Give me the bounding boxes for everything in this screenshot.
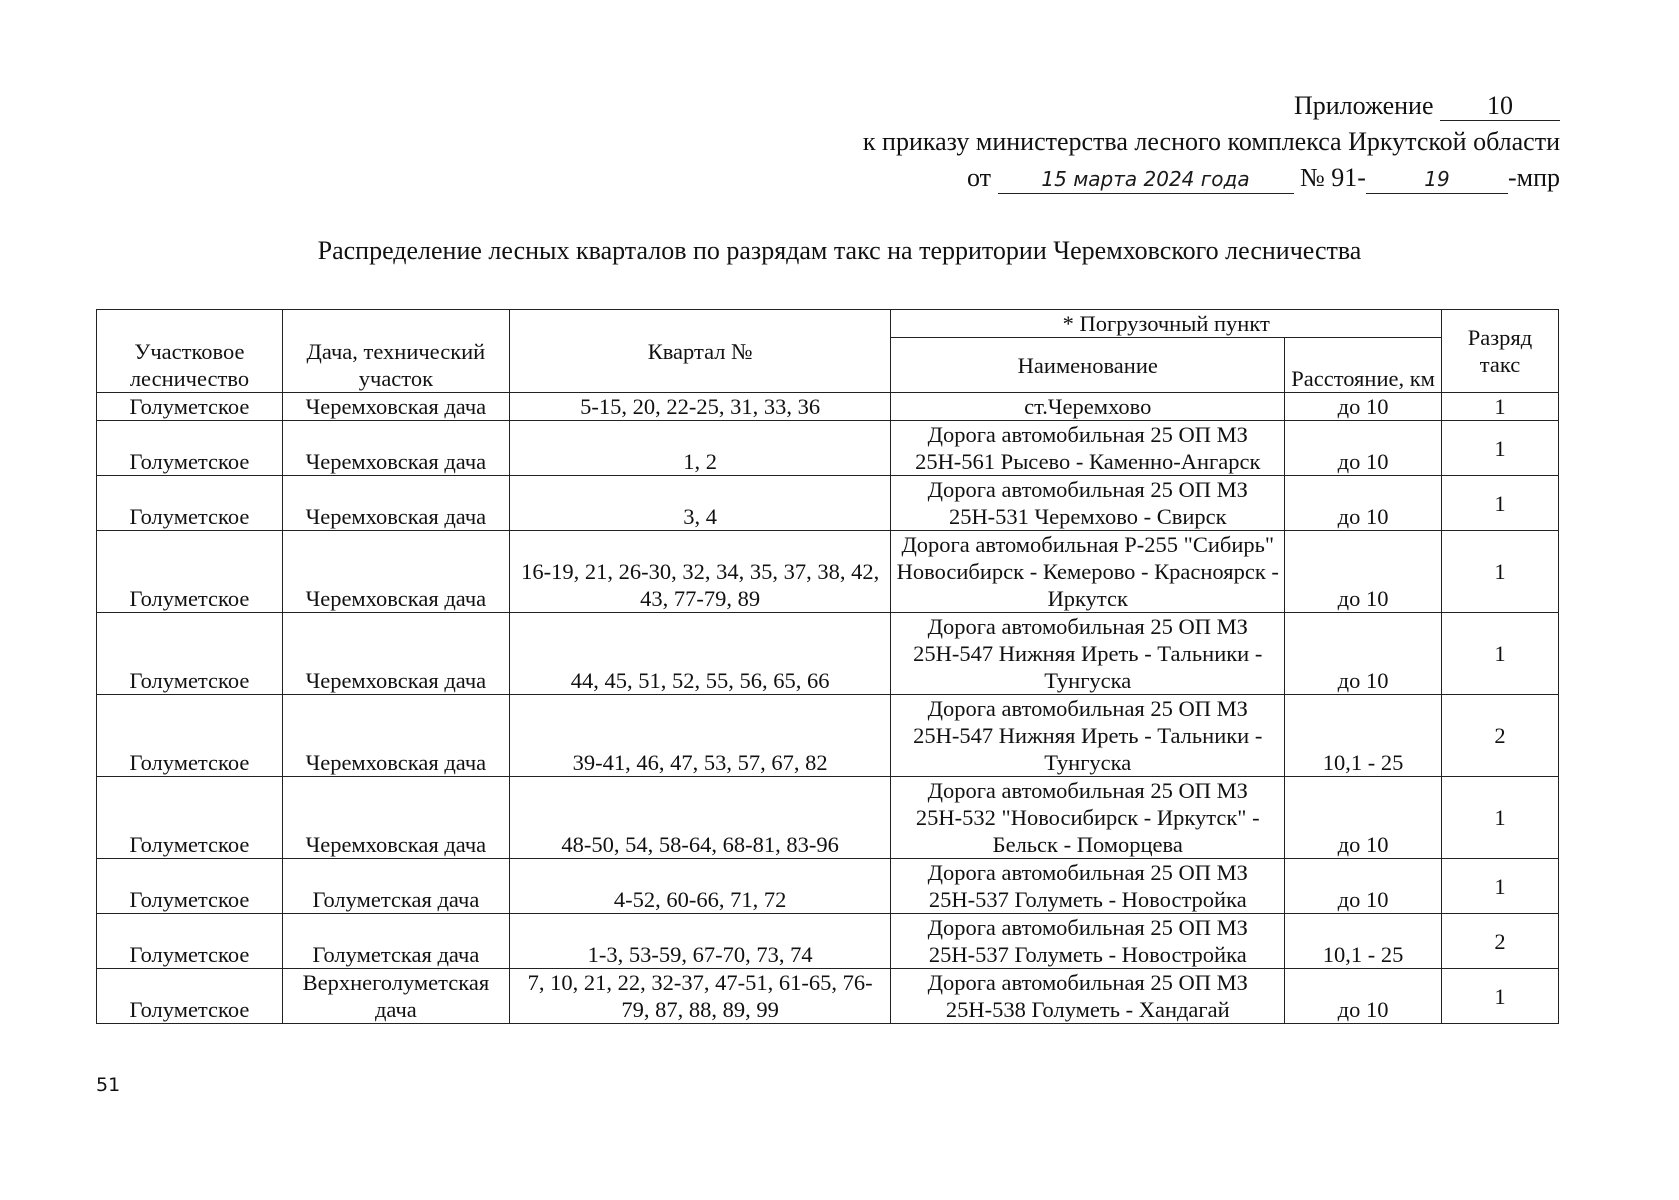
number-prefix: № 91- bbox=[1300, 163, 1366, 192]
cell-loading-point: Дорога автомобильная 25 ОП МЗ 25Н-538 Голуметь - Хандагай bbox=[891, 969, 1285, 1024]
cell-district: Голуметское bbox=[97, 914, 283, 969]
cell-quarters: 39-41, 46, 47, 53, 57, 67, 82 bbox=[509, 695, 891, 777]
cell-district: Голуметское bbox=[97, 969, 283, 1024]
cell-distance: 10,1 - 25 bbox=[1285, 914, 1442, 969]
appendix-label: Приложение bbox=[1293, 91, 1434, 120]
cell-rank: 2 bbox=[1442, 695, 1559, 777]
cell-dacha: Голуметская дача bbox=[282, 859, 509, 914]
cell-dacha: Голуметская дача bbox=[282, 914, 509, 969]
cell-district: Голуметское bbox=[97, 859, 283, 914]
document-title: Распределение лесных кварталов по разрядам такс на территории Черемховского лесничества bbox=[317, 236, 1362, 265]
cell-quarters: 48-50, 54, 58-64, 68-81, 83-96 bbox=[509, 777, 891, 859]
cell-dacha: Черемховская дача bbox=[282, 531, 509, 613]
cell-loading-point: Дорога автомобильная Р-255 "Сибирь" Новосибирск - Кемерово - Красноярск - Иркутск bbox=[891, 531, 1285, 613]
table-row bbox=[97, 613, 1559, 695]
header-point-name: Наименование bbox=[891, 338, 1285, 393]
cell-loading-point: Дорога автомобильная 25 ОП МЗ 25Н-561 Рысево - Каменно-Ангарск bbox=[891, 421, 1285, 476]
cell-distance: 10,1 - 25 bbox=[1285, 695, 1442, 777]
cell-distance: до 10 bbox=[1285, 777, 1442, 859]
header-loading-point: * Погрузочный пункт bbox=[891, 310, 1442, 338]
cell-loading-point: ст.Черемхово bbox=[891, 393, 1285, 421]
cell-dacha: Черемховская дача bbox=[282, 777, 509, 859]
forest-quarters-table bbox=[96, 309, 1559, 1024]
cell-rank: 1 bbox=[1442, 777, 1559, 859]
cell-rank: 1 bbox=[1442, 476, 1559, 531]
appendix-number: 10 bbox=[1440, 92, 1560, 121]
table-row bbox=[97, 476, 1559, 531]
cell-dacha: Черемховская дача bbox=[282, 613, 509, 695]
cell-district: Голуметское bbox=[97, 421, 283, 476]
cell-rank: 1 bbox=[1442, 969, 1559, 1024]
cell-dacha: Черемховская дача bbox=[282, 695, 509, 777]
handwritten-date: 15 марта 2024 года bbox=[998, 165, 1294, 194]
cell-quarters: 16-19, 21, 26-30, 32, 34, 35, 37, 38, 42, 43, 77-79, 89 bbox=[509, 531, 891, 613]
cell-district: Голуметское bbox=[97, 393, 283, 421]
cell-district: Голуметское bbox=[97, 531, 283, 613]
cell-distance: до 10 bbox=[1285, 476, 1442, 531]
date-prefix: от bbox=[966, 163, 991, 192]
order-date-number-line bbox=[863, 160, 1560, 196]
cell-quarters: 5-15, 20, 22-25, 31, 33, 36 bbox=[509, 393, 891, 421]
cell-dacha: Черемховская дача bbox=[282, 393, 509, 421]
table-row bbox=[97, 969, 1559, 1024]
cell-quarters: 1, 2 bbox=[509, 421, 891, 476]
cell-district: Голуметское bbox=[97, 613, 283, 695]
cell-rank: 1 bbox=[1442, 393, 1559, 421]
cell-distance: до 10 bbox=[1285, 613, 1442, 695]
cell-district: Голуметское bbox=[97, 695, 283, 777]
cell-rank: 2 bbox=[1442, 914, 1559, 969]
cell-distance: до 10 bbox=[1285, 421, 1442, 476]
table-row bbox=[97, 859, 1559, 914]
cell-dacha: Черемховская дача bbox=[282, 476, 509, 531]
cell-distance: до 10 bbox=[1285, 859, 1442, 914]
cell-distance: до 10 bbox=[1285, 531, 1442, 613]
table-row bbox=[97, 393, 1559, 421]
cell-quarters: 1-3, 53-59, 67-70, 73, 74 bbox=[509, 914, 891, 969]
table-row bbox=[97, 914, 1559, 969]
order-line: к приказу министерства лесного комплекса Иркутской области bbox=[862, 127, 1560, 156]
header-district: Участковое лесничество bbox=[97, 310, 283, 393]
cell-district: Голуметское bbox=[97, 476, 283, 531]
appendix-line bbox=[863, 88, 1560, 124]
cell-loading-point: Дорога автомобильная 25 ОП МЗ 25Н-537 Голуметь - Новостройка bbox=[891, 914, 1285, 969]
cell-quarters: 3, 4 bbox=[509, 476, 891, 531]
header-distance: Расстояние, км bbox=[1285, 338, 1442, 393]
cell-quarters: 44, 45, 51, 52, 55, 56, 65, 66 bbox=[509, 613, 891, 695]
cell-rank: 1 bbox=[1442, 531, 1559, 613]
handwritten-number: 19 bbox=[1366, 165, 1508, 194]
cell-rank: 1 bbox=[1442, 421, 1559, 476]
cell-loading-point: Дорога автомобильная 25 ОП МЗ 25Н-547 Нижняя Иреть - Тальники - Тунгуска bbox=[891, 613, 1285, 695]
table-row bbox=[97, 695, 1559, 777]
page-number: 51 bbox=[96, 1074, 121, 1096]
cell-rank: 1 bbox=[1442, 859, 1559, 914]
header-rank: Разряд такс bbox=[1442, 310, 1559, 393]
table-row bbox=[97, 777, 1559, 859]
cell-distance: до 10 bbox=[1285, 969, 1442, 1024]
number-suffix: -мпр bbox=[1507, 163, 1560, 192]
table-row bbox=[97, 531, 1559, 613]
table-body bbox=[97, 393, 1559, 1024]
header-dacha: Дача, технический участок bbox=[282, 310, 509, 393]
cell-distance: до 10 bbox=[1285, 393, 1442, 421]
cell-loading-point: Дорога автомобильная 25 ОП МЗ 25Н-531 Черемхово - Свирск bbox=[891, 476, 1285, 531]
table-row bbox=[97, 421, 1559, 476]
cell-loading-point: Дорога автомобильная 25 ОП МЗ 25Н-532 "Новосибирск - Иркутск" - Бельск - Поморцева bbox=[891, 777, 1285, 859]
cell-rank: 1 bbox=[1442, 613, 1559, 695]
document-header bbox=[863, 88, 1560, 196]
cell-district: Голуметское bbox=[97, 777, 283, 859]
cell-dacha: Черемховская дача bbox=[282, 421, 509, 476]
cell-quarters: 4-52, 60-66, 71, 72 bbox=[509, 859, 891, 914]
cell-quarters: 7, 10, 21, 22, 32-37, 47-51, 61-65, 76-79, 87, 88, 89, 99 bbox=[509, 969, 891, 1024]
header-quarter: Квартал № bbox=[509, 310, 891, 393]
cell-loading-point: Дорога автомобильная 25 ОП МЗ 25Н-547 Нижняя Иреть - Тальники - Тунгуска bbox=[891, 695, 1285, 777]
cell-dacha: Верхнеголуметская дача bbox=[282, 969, 509, 1024]
cell-loading-point: Дорога автомобильная 25 ОП МЗ 25Н-537 Голуметь - Новостройка bbox=[891, 859, 1285, 914]
